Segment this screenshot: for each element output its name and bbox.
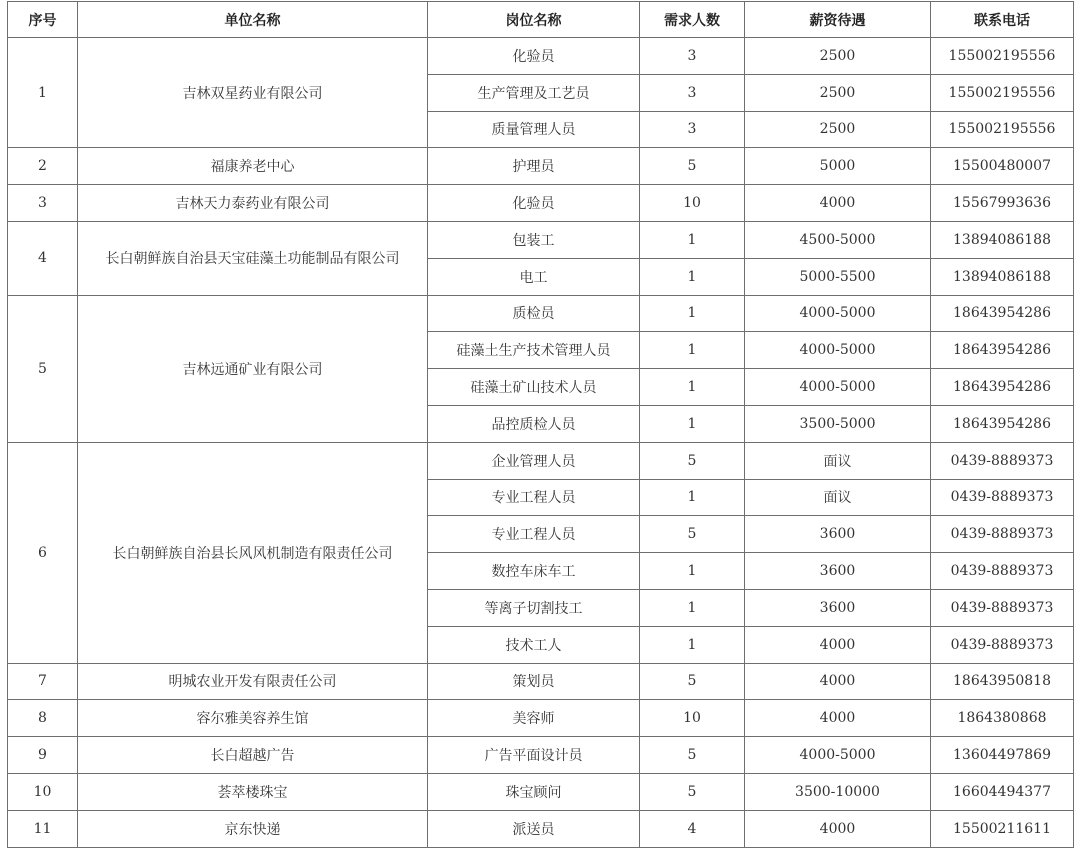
cell-company: 荟萃楼珠宝 [78, 773, 428, 810]
cell-count: 5 [640, 516, 745, 553]
cell-count: 5 [640, 148, 745, 185]
cell-index: 1 [8, 38, 78, 148]
header-company: 单位名称 [78, 2, 428, 38]
cell-position: 珠宝顾问 [428, 773, 640, 810]
cell-salary: 面议 [745, 442, 931, 479]
cell-phone: 18643954286 [931, 405, 1074, 442]
cell-company: 容尔雅美容养生馆 [78, 700, 428, 737]
cell-phone: 13894086188 [931, 258, 1074, 295]
cell-position: 包装工 [428, 221, 640, 258]
table-row [8, 221, 1074, 258]
cell-salary: 3600 [745, 553, 931, 590]
cell-count: 1 [640, 405, 745, 442]
cell-salary: 4000 [745, 700, 931, 737]
cell-phone: 18643954286 [931, 369, 1074, 406]
table-row [8, 810, 1074, 847]
cell-company: 明城农业开发有限责任公司 [78, 663, 428, 700]
cell-phone: 15500211611 [931, 810, 1074, 847]
cell-count: 5 [640, 663, 745, 700]
cell-count: 3 [640, 38, 745, 75]
cell-salary: 4000-5000 [745, 332, 931, 369]
job-table-container [7, 1, 1074, 848]
cell-salary: 4000-5000 [745, 737, 931, 774]
cell-position: 护理员 [428, 148, 640, 185]
table-row [8, 663, 1074, 700]
cell-phone: 0439-8889373 [931, 442, 1074, 479]
table-row [8, 700, 1074, 737]
cell-salary: 面议 [745, 479, 931, 516]
cell-company: 福康养老中心 [78, 148, 428, 185]
cell-salary: 3600 [745, 516, 931, 553]
cell-position: 电工 [428, 258, 640, 295]
cell-index: 4 [8, 221, 78, 295]
cell-salary: 4000 [745, 626, 931, 663]
cell-salary: 4500-5000 [745, 221, 931, 258]
cell-company: 吉林远通矿业有限公司 [78, 295, 428, 442]
cell-count: 3 [640, 111, 745, 148]
header-salary: 薪资待遇 [745, 2, 931, 38]
cell-count: 1 [640, 369, 745, 406]
cell-position: 美容师 [428, 700, 640, 737]
cell-index: 6 [8, 442, 78, 663]
cell-position: 企业管理人员 [428, 442, 640, 479]
cell-phone: 15567993636 [931, 185, 1074, 222]
cell-position: 化验员 [428, 38, 640, 75]
cell-phone: 0439-8889373 [931, 479, 1074, 516]
cell-phone: 18643950818 [931, 663, 1074, 700]
cell-count: 1 [640, 626, 745, 663]
cell-company: 长白朝鲜族自治县天宝硅藻土功能制品有限公司 [78, 221, 428, 295]
cell-company: 长白朝鲜族自治县长风风机制造有限责任公司 [78, 442, 428, 663]
table-row [8, 148, 1074, 185]
cell-count: 3 [640, 74, 745, 111]
cell-position: 生产管理及工艺员 [428, 74, 640, 111]
cell-position: 化验员 [428, 185, 640, 222]
cell-index: 2 [8, 148, 78, 185]
cell-phone: 0439-8889373 [931, 553, 1074, 590]
cell-salary: 4000-5000 [745, 369, 931, 406]
cell-phone: 155002195556 [931, 38, 1074, 75]
cell-salary: 2500 [745, 111, 931, 148]
cell-company: 长白超越广告 [78, 737, 428, 774]
table-body [8, 38, 1074, 848]
header-count: 需求人数 [640, 2, 745, 38]
cell-phone: 13894086188 [931, 221, 1074, 258]
cell-index: 5 [8, 295, 78, 442]
cell-salary: 2500 [745, 38, 931, 75]
cell-salary: 2500 [745, 74, 931, 111]
cell-phone: 155002195556 [931, 74, 1074, 111]
cell-position: 质检员 [428, 295, 640, 332]
cell-salary: 4000-5000 [745, 295, 931, 332]
table-row [8, 295, 1074, 332]
cell-count: 5 [640, 442, 745, 479]
header-row [8, 2, 1074, 38]
cell-position: 专业工程人员 [428, 516, 640, 553]
cell-salary: 4000 [745, 185, 931, 222]
cell-salary: 5000-5500 [745, 258, 931, 295]
cell-position: 硅藻土矿山技术人员 [428, 369, 640, 406]
cell-count: 1 [640, 479, 745, 516]
cell-count: 1 [640, 332, 745, 369]
cell-phone: 18643954286 [931, 332, 1074, 369]
cell-position: 数控车床车工 [428, 553, 640, 590]
cell-company: 吉林双星药业有限公司 [78, 38, 428, 148]
cell-index: 9 [8, 737, 78, 774]
cell-position: 等离子切割技工 [428, 589, 640, 626]
cell-count: 1 [640, 589, 745, 626]
cell-salary: 3500-10000 [745, 773, 931, 810]
table-row [8, 442, 1074, 479]
cell-company: 京东快递 [78, 810, 428, 847]
cell-index: 10 [8, 773, 78, 810]
cell-salary: 3500-5000 [745, 405, 931, 442]
cell-phone: 13604497869 [931, 737, 1074, 774]
cell-count: 1 [640, 295, 745, 332]
cell-count: 5 [640, 773, 745, 810]
header-phone: 联系电话 [931, 2, 1074, 38]
header-position: 岗位名称 [428, 2, 640, 38]
cell-count: 1 [640, 221, 745, 258]
cell-position: 品控质检人员 [428, 405, 640, 442]
cell-count: 4 [640, 810, 745, 847]
cell-phone: 18643954286 [931, 295, 1074, 332]
cell-count: 10 [640, 185, 745, 222]
cell-count: 10 [640, 700, 745, 737]
job-table [7, 1, 1074, 848]
cell-phone: 0439-8889373 [931, 516, 1074, 553]
cell-salary: 4000 [745, 810, 931, 847]
cell-phone: 1864380868 [931, 700, 1074, 737]
cell-position: 专业工程人员 [428, 479, 640, 516]
table-row [8, 773, 1074, 810]
table-row [8, 737, 1074, 774]
cell-phone: 0439-8889373 [931, 626, 1074, 663]
cell-salary: 3600 [745, 589, 931, 626]
cell-phone: 0439-8889373 [931, 589, 1074, 626]
cell-phone: 16604494377 [931, 773, 1074, 810]
table-row [8, 38, 1074, 75]
cell-count: 5 [640, 737, 745, 774]
cell-position: 广告平面设计员 [428, 737, 640, 774]
cell-index: 3 [8, 185, 78, 222]
table-row [8, 185, 1074, 222]
cell-count: 1 [640, 258, 745, 295]
cell-salary: 4000 [745, 663, 931, 700]
header-index: 序号 [8, 2, 78, 38]
cell-position: 派送员 [428, 810, 640, 847]
cell-position: 技术工人 [428, 626, 640, 663]
cell-salary: 5000 [745, 148, 931, 185]
cell-phone: 15500480007 [931, 148, 1074, 185]
cell-phone: 155002195556 [931, 111, 1074, 148]
cell-count: 1 [640, 553, 745, 590]
cell-company: 吉林天力泰药业有限公司 [78, 185, 428, 222]
cell-position: 策划员 [428, 663, 640, 700]
cell-position: 硅藻土生产技术管理人员 [428, 332, 640, 369]
cell-position: 质量管理人员 [428, 111, 640, 148]
cell-index: 8 [8, 700, 78, 737]
cell-index: 7 [8, 663, 78, 700]
cell-index: 11 [8, 810, 78, 847]
